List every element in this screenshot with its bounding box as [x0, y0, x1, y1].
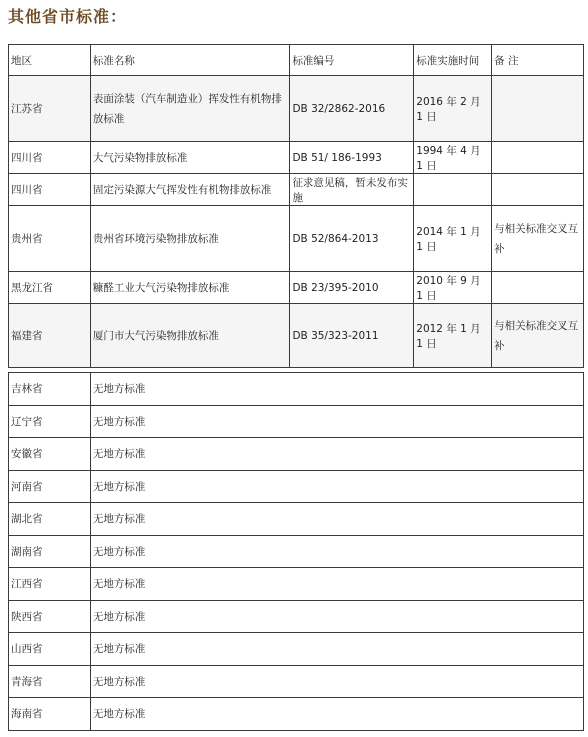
status-cell: 无地方标准	[90, 535, 583, 568]
region-cell: 辽宁省	[9, 405, 91, 438]
table-row	[9, 142, 584, 174]
status-cell: 无地方标准	[90, 633, 583, 666]
no-standard-table	[8, 372, 584, 731]
header-standard-code: 标准编号	[290, 45, 414, 76]
region-cell: 湖北省	[9, 503, 91, 536]
standard-name-cell: 糠醛工业大气污染物排放标准	[90, 272, 290, 304]
remarks-cell	[492, 142, 584, 174]
status-cell: 无地方标准	[90, 373, 583, 406]
effective-date-cell: 1994 年 4 月 1 日	[414, 142, 492, 174]
table-row	[9, 438, 584, 471]
remarks-cell	[492, 304, 584, 368]
standard-code-cell: DB 35/323-2011	[290, 304, 414, 368]
region-cell: 贵州省	[9, 206, 91, 272]
standard-code-cell: DB 32/2862-2016	[290, 76, 414, 142]
remarks-cell	[492, 76, 584, 142]
region-cell: 陕西省	[9, 600, 91, 633]
standards-table	[8, 44, 584, 368]
header-standard-name: 标准名称	[90, 45, 290, 76]
region-cell: 四川省	[9, 142, 91, 174]
remarks-cell	[492, 206, 584, 272]
status-cell: 无地方标准	[90, 438, 583, 471]
table-row	[9, 600, 584, 633]
region-cell: 湖南省	[9, 535, 91, 568]
standard-code-cell: DB 52/864-2013	[290, 206, 414, 272]
table-row	[9, 405, 584, 438]
status-cell: 无地方标准	[90, 470, 583, 503]
standard-name-cell: 大气污染物排放标准	[90, 142, 290, 174]
table-row	[9, 503, 584, 536]
table-row	[9, 665, 584, 698]
remarks-text: 与相关标准交叉互补	[494, 222, 579, 255]
standard-code-cell: 征求意见稿，暂未发布实施	[290, 174, 414, 206]
region-cell: 山西省	[9, 633, 91, 666]
standard-name-text: 表面涂装（汽车制造业）挥发性有机物排放标准	[92, 92, 282, 125]
region-cell: 福建省	[9, 304, 91, 368]
region-cell: 海南省	[9, 698, 91, 731]
standard-name-cell: 贵州省环境污染物排放标准	[90, 206, 290, 272]
table-row	[9, 174, 584, 206]
table-row	[9, 698, 584, 731]
region-cell: 四川省	[9, 174, 91, 206]
region-cell: 青海省	[9, 665, 91, 698]
region-cell: 江苏省	[9, 76, 91, 142]
region-cell: 黑龙江省	[9, 272, 91, 304]
standard-name-cell	[90, 76, 290, 142]
region-cell: 河南省	[9, 470, 91, 503]
standard-name-cell: 固定污染源大气挥发性有机物排放标准	[90, 174, 290, 206]
remarks-text: 与相关标准交叉互补	[494, 319, 579, 352]
table-row	[9, 373, 584, 406]
standard-name-cell: 厦门市大气污染物排放标准	[90, 304, 290, 368]
header-region: 地区	[9, 45, 91, 76]
effective-date-cell	[414, 174, 492, 206]
table-row	[9, 535, 584, 568]
status-cell: 无地方标准	[90, 665, 583, 698]
remarks-cell	[492, 174, 584, 206]
table-row	[9, 633, 584, 666]
status-cell: 无地方标准	[90, 405, 583, 438]
table-row	[9, 76, 584, 142]
effective-date-cell: 2016 年 2 月 1 日	[414, 76, 492, 142]
region-cell: 江西省	[9, 568, 91, 601]
effective-date-cell: 2012 年 1 月 1 日	[414, 304, 492, 368]
table-row	[9, 272, 584, 304]
status-cell: 无地方标准	[90, 503, 583, 536]
page-heading: 其他省市标准：	[8, 7, 128, 26]
table-row	[9, 568, 584, 601]
status-cell: 无地方标准	[90, 600, 583, 633]
table-row	[9, 304, 584, 368]
status-cell: 无地方标准	[90, 568, 583, 601]
header-remarks: 备 注	[492, 45, 584, 76]
standard-code-cell: DB 23/395-2010	[290, 272, 414, 304]
effective-date-cell: 2014 年 1 月 1 日	[414, 206, 492, 272]
region-cell: 吉林省	[9, 373, 91, 406]
effective-date-cell: 2010 年 9 月 1 日	[414, 272, 492, 304]
table-row	[9, 470, 584, 503]
standard-code-cell: DB 51/ 186-1993	[290, 142, 414, 174]
header-effective-date: 标准实施时间	[414, 45, 492, 76]
region-cell: 安徽省	[9, 438, 91, 471]
status-cell: 无地方标准	[90, 698, 583, 731]
table-header-row	[9, 45, 584, 76]
table-row	[9, 206, 584, 272]
remarks-cell	[492, 272, 584, 304]
